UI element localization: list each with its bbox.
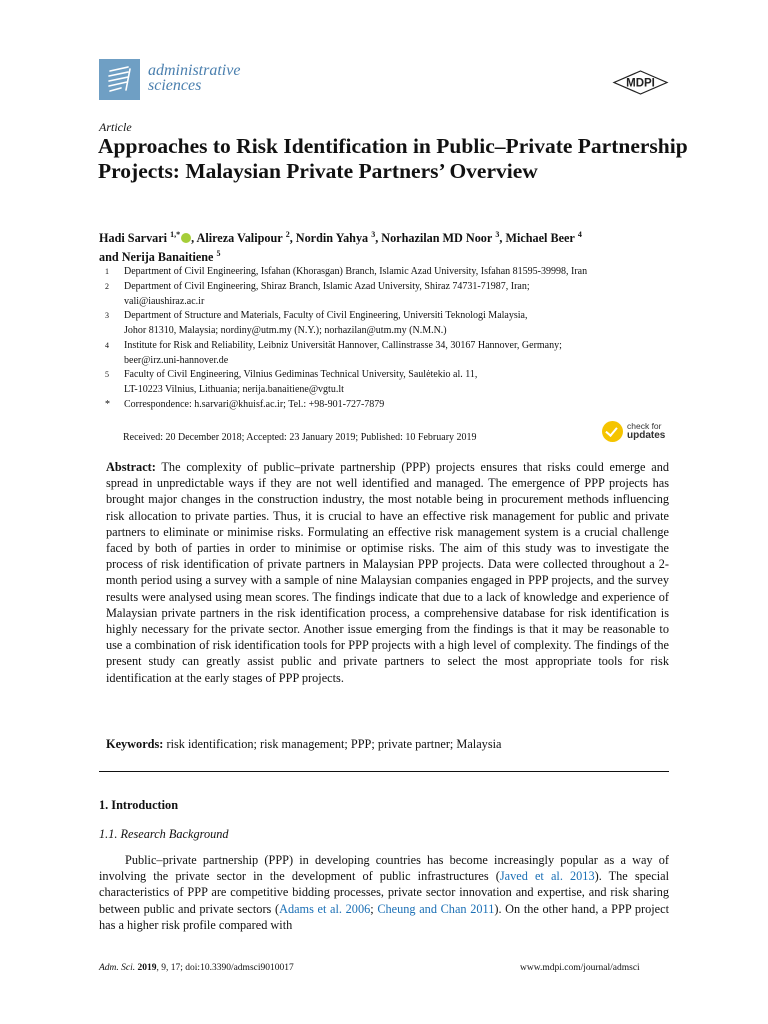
affiliation-email[interactable]: beer@irz.uni-hannover.de <box>124 354 229 366</box>
author-name: Norhazilan MD Noor <box>381 231 493 246</box>
author-name: Alireza Valipour <box>196 231 283 246</box>
affiliation-number: 4 <box>105 341 109 350</box>
author-list: Hadi Sarvari $^{1,*}$ , Alireza Valipour $^2$, Nordin Yahya $^3$, Norhazilan MD Noor $^3$, Michael Beer $^4$ and Nerija Banaitiene $^5$ <box>99 230 582 265</box>
abstract-text: The complexity of public–private partnership (PPP) projects ensures that risks could emerge and spread in unpredictable ways if they are not well identified and managed. The emergence of PPP projects has brought major changes in the construction industry, the most notable being in procurement methods influencing risk allocation to private parties. Thus, it is crucial to have an effective risk management for public and private partners to eliminate or minimise risks. Formulating an effective risk management system is a crucial challenge faced by both of parties in order to minimise or optimise risks. The aim of this study was to investigate the process of risk identification of private partners in Malaysian PPP projects. Data were collected throughout a 2-month period using a survey with a sample of nine Malaysian companies engaged in PPP projects, and the survey results were analysed using mean scores. The findings indicate that due to a lack of knowledge and experience of Malaysian private partners in the risk identification process, a comprehensive database for risk identification is highly necessary for the private sector. Another issue emerging from the findings is that it may be reasonable to use a combination of risk identification tools for PPP projects with a high level of complexity. The findings of the present study can greatly assist public and private partners to select the most appropriate tools for risk identification at the early stages of PPP projects. <box>106 460 669 685</box>
author-affiliation: 4 <box>577 230 582 239</box>
author-affiliation: 3 <box>495 230 500 239</box>
publication-dates: Received: 20 December 2018; Accepted: 23 January 2019; Published: 10 February 2019 <box>123 432 477 443</box>
check-updates-label: check for <box>627 421 662 431</box>
keywords <box>106 737 669 752</box>
body-text: ; <box>370 901 378 916</box>
author-affiliation: 2 <box>285 230 290 239</box>
publisher-logo-text: MDPI <box>626 77 655 90</box>
author-affiliation: 1,* <box>170 230 181 239</box>
publisher-logo <box>612 70 669 95</box>
abstract <box>106 459 669 686</box>
citation-link[interactable]: Cheung and Chan 2011 <box>377 901 495 916</box>
body-text: Public–private partnership (PPP) in developing countries has become increasingly popular as a way of involving the private sector in the development of public infrastructures ( <box>99 853 669 884</box>
journal-name-line2: sciences <box>148 77 202 94</box>
affiliation-text: LT-10223 Vilnius, Lithuania; nerija.banaitiene@vgtu.lt <box>124 383 344 395</box>
journal-logo-icon <box>99 59 140 100</box>
affiliation-text: Institute for Risk and Reliability, Leibniz Universität Hannover, Callinstrasse 34, 30167 Hannover, Germany; <box>124 340 562 351</box>
divider <box>99 771 669 772</box>
orcid-icon[interactable] <box>181 233 191 243</box>
footer-doi: , 9, 17; doi:10.3390/admsci9010017 <box>156 963 294 973</box>
footer-citation <box>99 963 294 973</box>
affiliation-text: Faculty of Civil Engineering, Vilnius Gediminas Technical University, Saulėtekio al. 11, <box>124 369 478 380</box>
keywords-text: risk identification; risk management; PPP; private partner; Malaysia <box>166 737 502 751</box>
citation-link[interactable]: Javed et al. 2013 <box>499 869 595 884</box>
citation-link[interactable]: Adams et al. 2006 <box>279 901 371 916</box>
affiliation-text: Department of Structure and Materials, Faculty of Civil Engineering, Universiti Teknologi Malaysia, <box>124 310 528 321</box>
affiliation-number: 5 <box>105 370 109 379</box>
affiliation-number: 2 <box>105 282 109 291</box>
body-paragraph <box>99 852 669 933</box>
mdpi-logo-icon <box>612 70 669 95</box>
abstract-label: Abstract: <box>106 460 156 474</box>
author-conjunction: and <box>99 250 119 265</box>
check-updates-label: updates <box>627 430 666 441</box>
affiliation-number: * <box>105 399 110 410</box>
body-text: ). On the other hand, a PPP project has a higher risk profile compared with <box>99 901 669 932</box>
body-text: ). The special characteristics of PPP are competitive bidding processes, private sector innovation and expertise, and risk sharing between public and private sectors ( <box>99 869 669 916</box>
paper-title: Approaches to Risk Identification in Public–Private Partnership Projects: Malaysian Private Partners’ Overview <box>98 134 688 183</box>
subsection-heading: 1.1. Research Background <box>99 827 229 841</box>
correspondence-text: Correspondence: h.sarvari@khuisf.ac.ir; Tel.: +98-901-727-7879 <box>124 399 385 410</box>
keywords-label: Keywords: <box>106 737 164 751</box>
author-name: Nordin Yahya <box>295 231 369 246</box>
journal-logo <box>99 59 140 100</box>
journal-name-line1: administrative <box>148 62 241 79</box>
footer-year: 2019 <box>137 963 157 973</box>
author-affiliation: 3 <box>371 230 376 239</box>
affiliation-text: Department of Civil Engineering, Isfahan (Khorasgan) Branch, Islamic Azad University, Isfahan 81595-39998, Iran <box>124 266 588 277</box>
author-name: Michael Beer <box>505 231 575 246</box>
article-type: Article <box>99 120 132 134</box>
affiliation-text: Johor 81310, Malaysia; nordiny@utm.my (N.Y.); norhazilan@utm.my (N.M.N.) <box>124 324 447 336</box>
check-for-updates-button[interactable] <box>602 421 672 445</box>
checkmark-icon <box>602 421 623 442</box>
footer-url[interactable]: www.mdpi.com/journal/admsci <box>520 963 640 973</box>
footer-journal: Adm. Sci. <box>99 963 136 973</box>
author-name: Nerija Banaitiene <box>121 250 214 265</box>
affiliation-number: 1 <box>105 267 109 276</box>
author-affiliation: 5 <box>216 249 221 259</box>
affiliation-text: Department of Civil Engineering, Shiraz Branch, Islamic Azad University, Shiraz 74731-71987, Iran; <box>124 281 530 292</box>
author-name: Hadi Sarvari <box>99 231 168 246</box>
affiliation-number: 3 <box>105 311 109 320</box>
section-heading: 1. Introduction <box>99 798 179 812</box>
affiliation-email[interactable]: vali@iaushiraz.ac.ir <box>124 295 205 307</box>
journal-name <box>148 63 240 93</box>
